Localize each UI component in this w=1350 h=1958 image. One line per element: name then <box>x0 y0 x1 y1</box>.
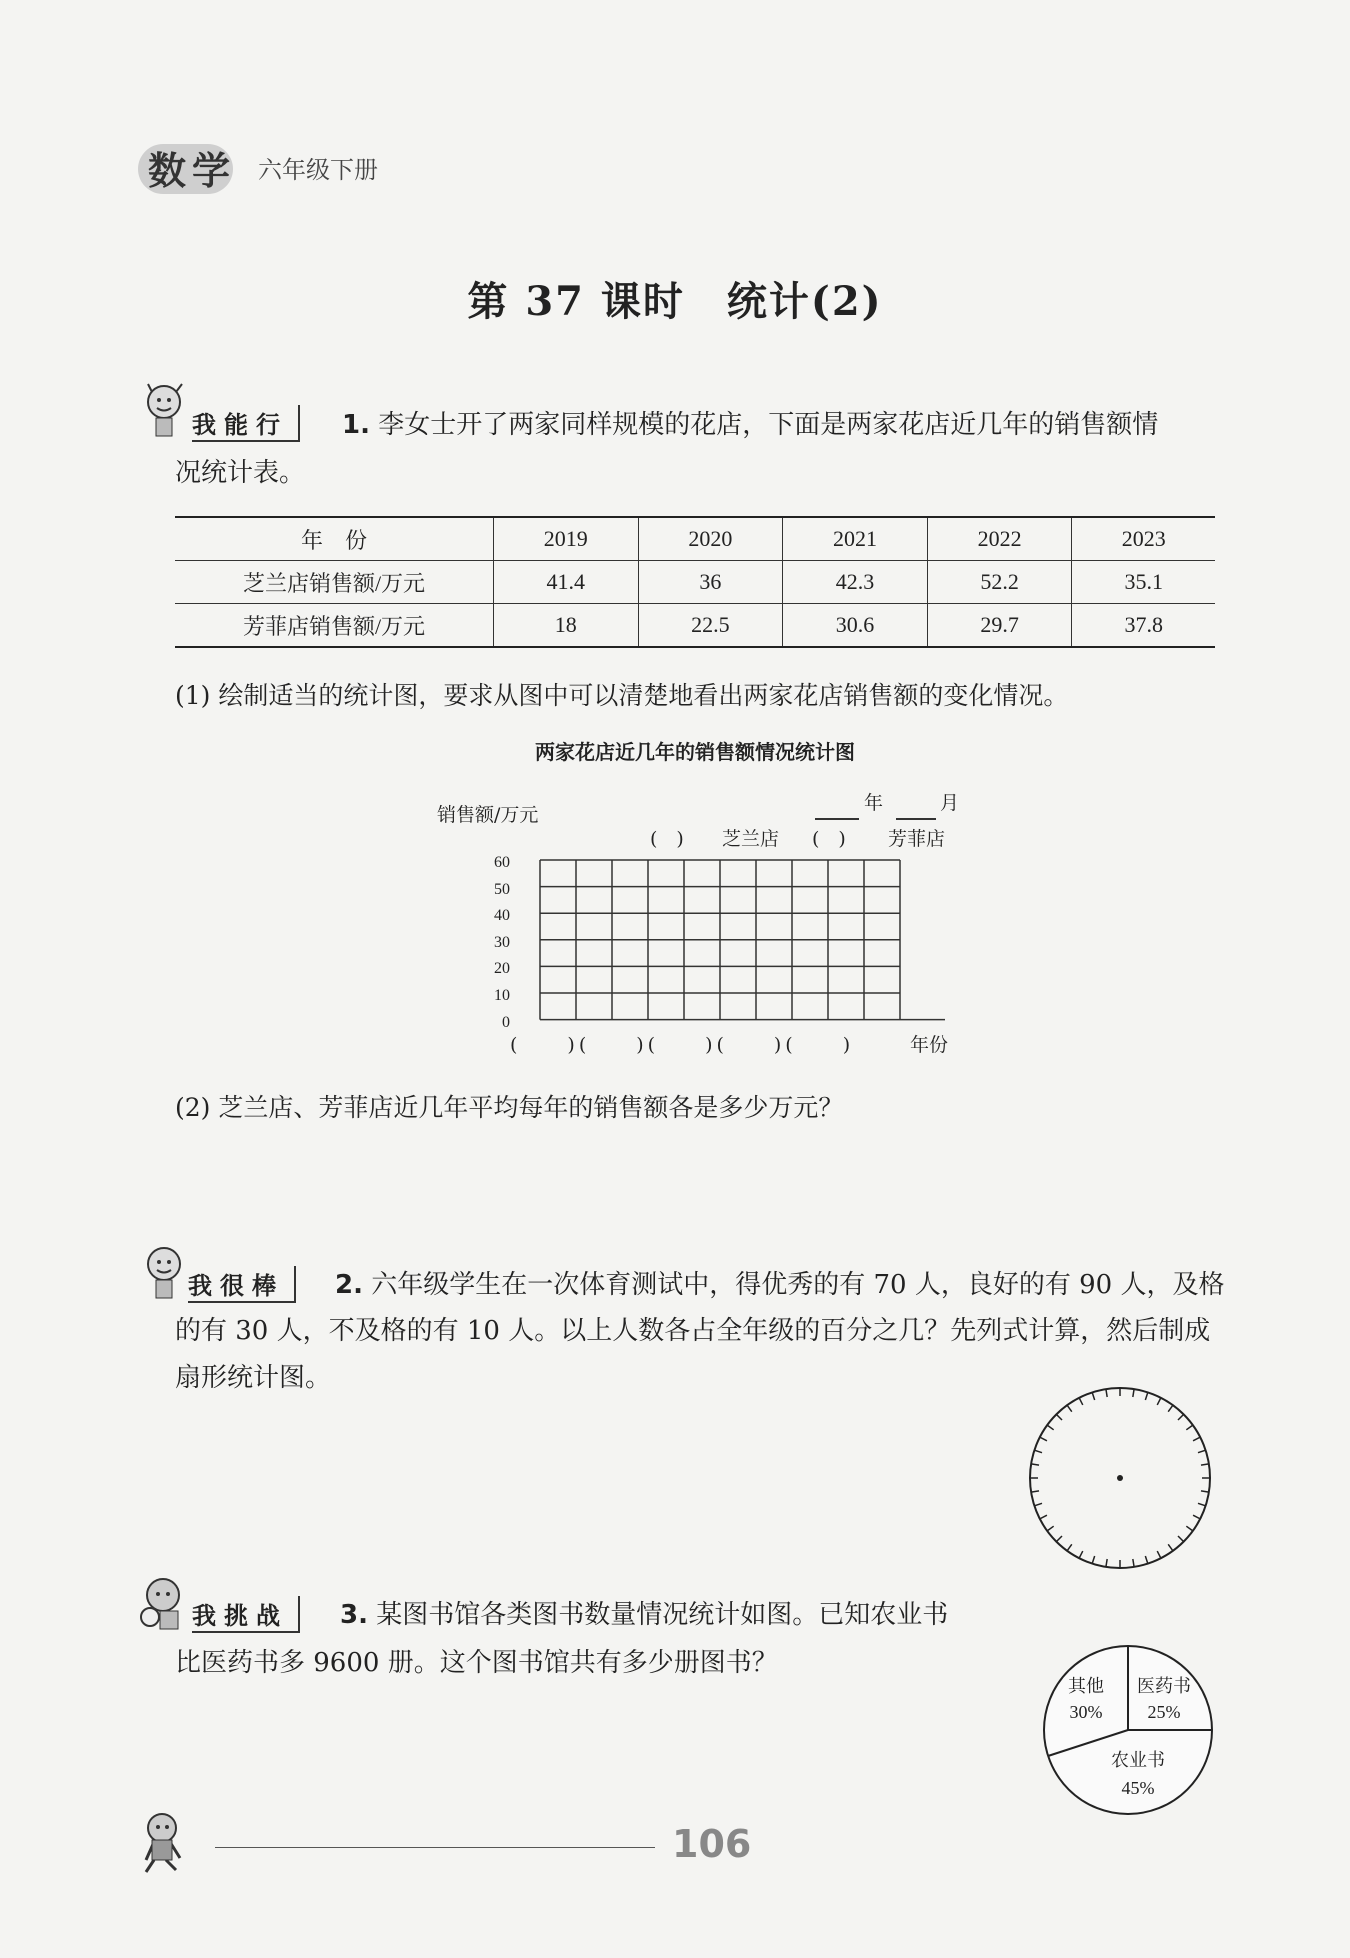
table-cell: 2023 <box>1072 517 1215 561</box>
q2-tag: 我很棒 <box>188 1266 296 1303</box>
circle-tick <box>1145 1556 1147 1564</box>
table-cell: 18 <box>494 604 639 648</box>
circle-tick <box>1079 1398 1083 1405</box>
circle-tick <box>1198 1450 1206 1452</box>
circle-tick <box>1067 1544 1072 1550</box>
table-cell: 2021 <box>783 517 928 561</box>
q2-line3: 扇形统计图。 <box>175 1363 332 1393</box>
legend-b-label: 芳菲店 <box>888 828 946 850</box>
table-cell: 2022 <box>927 517 1072 561</box>
q3-line1: 某图书馆各类图书数量情况统计如图。已知农业书 <box>376 1600 949 1630</box>
grade-label: 六年级下册 <box>258 156 378 184</box>
circle-tick <box>1157 1398 1161 1405</box>
table-cell: 36 <box>638 561 783 604</box>
cartoon-girl-icon <box>142 1242 192 1302</box>
circle-tick <box>1193 1437 1200 1441</box>
cartoon-girl-icon <box>142 380 192 440</box>
date-month-label: 月 <box>940 792 960 814</box>
footer-rule <box>215 1847 655 1848</box>
lesson-title: 第 37 课时 统计(2) <box>467 278 883 325</box>
circle-tick <box>1034 1503 1042 1505</box>
pie-pct-agriculture: 45% <box>1121 1778 1155 1798</box>
circle-tick <box>1040 1515 1047 1519</box>
circle-tick <box>1106 1389 1107 1397</box>
q3-line2: 比医药书多 9600 册。这个图书馆共有多少册图书？ <box>175 1648 778 1678</box>
table-cell: 41.4 <box>494 561 639 604</box>
pie-label-medicine: 医药书 <box>1137 1676 1191 1697</box>
circle-tick <box>1201 1464 1209 1465</box>
circle-tick <box>1040 1437 1047 1441</box>
legend-a-blank: ( ) <box>650 828 684 850</box>
table-cell: 52.2 <box>927 561 1072 604</box>
table-row <box>175 604 1215 648</box>
y-tick-label: 40 <box>494 907 510 925</box>
circle-tick <box>1186 1526 1192 1531</box>
circle-tick <box>1157 1551 1161 1558</box>
circle-tick <box>1047 1425 1053 1430</box>
table-cell: 芳菲店销售额/万元 <box>175 604 494 648</box>
pie-label-other: 其他 <box>1068 1676 1104 1697</box>
y-tick-label: 60 <box>494 854 510 871</box>
circle-tick <box>1193 1515 1200 1519</box>
chart-ylabel: 销售额/万元 <box>437 804 539 826</box>
x-axis-blanks: ( )( )( )( )( ) <box>510 1034 855 1056</box>
date-year-label: 年 <box>864 792 884 814</box>
circle-tick <box>1031 1464 1039 1465</box>
q3-text <box>340 1592 948 1638</box>
table-row <box>175 561 1215 604</box>
table-cell: 37.8 <box>1072 604 1215 648</box>
pie-label-agriculture: 农业书 <box>1111 1750 1165 1771</box>
subject-title: 数学 <box>148 149 237 193</box>
cartoon-boy-icon <box>138 1575 193 1635</box>
pie-pct-medicine: 25% <box>1147 1702 1181 1722</box>
table-cell: 2019 <box>494 517 639 561</box>
legend-b-blank: ( ) <box>812 828 846 850</box>
q1-part2: (2) 芝兰店、芳菲店近几年平均每年的销售额各是多少万元？ <box>175 1093 844 1122</box>
q1-number: 1. <box>342 410 370 440</box>
q2-text <box>335 1262 1224 1308</box>
sales-table <box>175 516 1215 648</box>
q2-line1: 六年级学生在一次体育测试中，得优秀的有 70 人，良好的有 90 人，及格 <box>371 1270 1225 1300</box>
circle-tick <box>1031 1491 1039 1492</box>
cartoon-runner-icon <box>132 1810 202 1875</box>
q1-line1: 李女士开了两家同样规模的花店，下面是两家花店近几年的销售额情 <box>378 410 1159 440</box>
table-cell: 年 份 <box>175 517 494 561</box>
table-header-row <box>175 517 1215 561</box>
circle-tick <box>1133 1559 1134 1567</box>
y-tick-label: 20 <box>494 960 510 978</box>
circle-tick <box>1056 1414 1062 1420</box>
circle-tick <box>1056 1536 1062 1542</box>
circle-tick <box>1178 1414 1184 1420</box>
q1-part1: (1) 绘制适当的统计图，要求从图中可以清楚地看出两家花店销售额的变化情况。 <box>175 681 1069 710</box>
table-cell: 30.6 <box>783 604 928 648</box>
y-tick-label: 10 <box>494 986 510 1004</box>
circle-tick <box>1145 1392 1147 1400</box>
circle-tick <box>1178 1536 1184 1542</box>
circle-tick <box>1168 1405 1173 1411</box>
chart-xlabel: 年份 <box>910 1034 949 1056</box>
year-blank <box>815 818 859 820</box>
y-tick-label: 50 <box>494 880 510 898</box>
pie-pct-other: 30% <box>1069 1702 1103 1722</box>
circle-tick <box>1186 1425 1192 1430</box>
q3-tag: 我挑战 <box>192 1596 300 1633</box>
q2-number: 2. <box>335 1270 363 1300</box>
q1-line2: 况统计表。 <box>175 458 306 488</box>
page-number: 106 <box>672 1822 752 1866</box>
table-cell: 29.7 <box>927 604 1072 648</box>
circle-tick <box>1047 1526 1053 1531</box>
circle-tick <box>1106 1559 1107 1567</box>
circle-tick <box>1067 1405 1072 1411</box>
circle-tick <box>1198 1503 1206 1505</box>
circle-tick <box>1201 1491 1209 1492</box>
table-cell: 22.5 <box>638 604 783 648</box>
q2-line2: 的有 30 人，不及格的有 10 人。以上人数各占全年级的百分之几？先列式计算，然后制成 <box>175 1316 1211 1346</box>
circle-tick <box>1092 1556 1094 1564</box>
blank-pie-circle <box>1025 1383 1215 1573</box>
chart-grid <box>500 855 960 1030</box>
q1-tag: 我能行 <box>192 405 300 442</box>
table-cell: 芝兰店销售额/万元 <box>175 561 494 604</box>
table-cell: 2020 <box>638 517 783 561</box>
q3-number: 3. <box>340 1600 368 1630</box>
circle-tick <box>1168 1544 1173 1550</box>
legend-a-label: 芝兰店 <box>722 828 780 850</box>
circle-tick <box>1034 1450 1042 1452</box>
table-cell: 35.1 <box>1072 561 1215 604</box>
chart-title: 两家花店近几年的销售额情况统计图 <box>535 740 855 764</box>
table-cell: 42.3 <box>783 561 928 604</box>
library-pie-chart <box>1038 1640 1218 1820</box>
circle-tick <box>1079 1551 1083 1558</box>
y-tick-label: 0 <box>502 1013 510 1031</box>
y-tick-label: 30 <box>494 933 510 951</box>
month-blank <box>896 818 936 820</box>
circle-tick <box>1092 1392 1094 1400</box>
circle-tick <box>1133 1389 1134 1397</box>
q1-text <box>342 402 1158 448</box>
